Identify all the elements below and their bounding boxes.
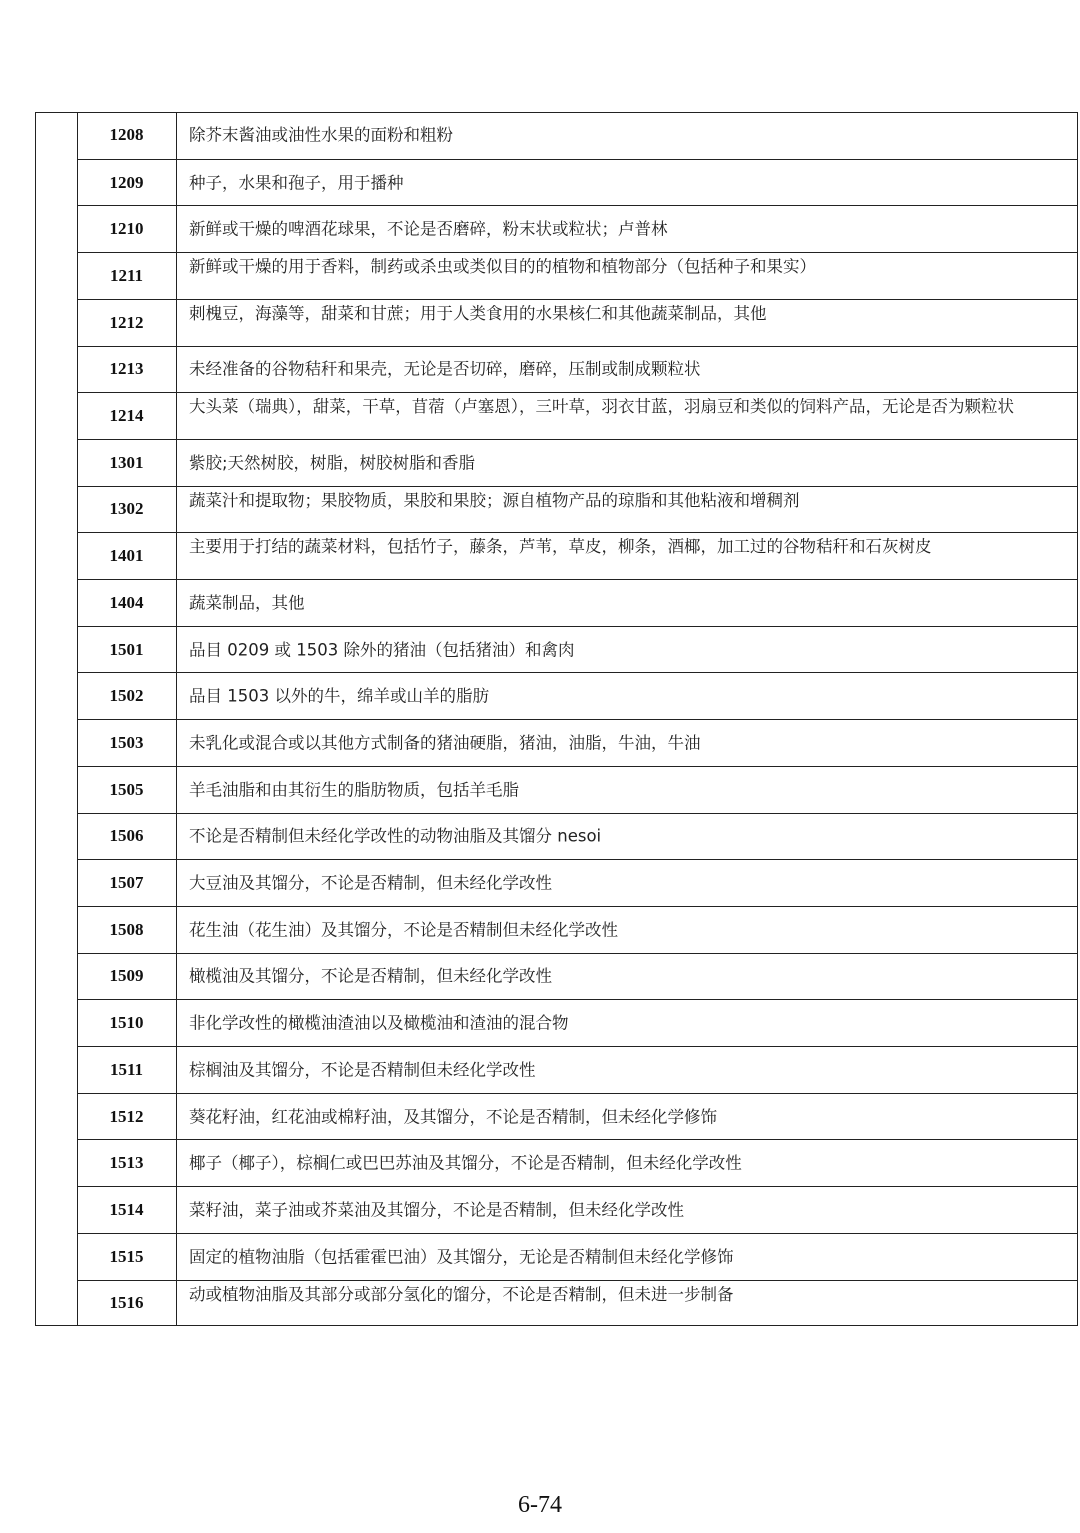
hs-code: 1502 <box>109 686 144 706</box>
hs-code: 1513 <box>109 1153 144 1173</box>
hs-code: 1213 <box>109 359 144 379</box>
table-row <box>77 1280 1078 1327</box>
product-description: 椰子（椰子），棕榈仁或巴巴苏油及其馏分，不论是否精制，但未经化学改性 <box>189 1153 742 1173</box>
hs-code: 1501 <box>109 639 144 659</box>
product-description: 紫胶;天然树胶，树脂，树胶树脂和香脂 <box>189 453 476 473</box>
hs-code: 1208 <box>109 125 144 145</box>
table-row <box>77 159 1078 206</box>
table-row <box>77 906 1078 953</box>
product-description: 动或植物油脂及其部分或部分氢化的馏分，不论是否精制，但未进一步制备 <box>189 1284 734 1304</box>
hs-code: 1511 <box>109 1059 144 1079</box>
product-description: 非化学改性的橄榄油渣油以及橄榄油和渣油的混合物 <box>189 1013 569 1033</box>
table-row <box>77 439 1078 486</box>
hs-code: 1505 <box>109 779 144 799</box>
hs-code: 1214 <box>109 406 144 426</box>
table-row <box>77 1093 1078 1140</box>
hs-code: 1301 <box>109 452 144 472</box>
product-description: 除芥末酱油或油性水果的面粉和粗粉 <box>189 125 453 145</box>
hs-code: 1507 <box>109 873 144 893</box>
table-row <box>77 719 1078 766</box>
product-description: 大豆油及其馏分，不论是否精制，但未经化学改性 <box>189 873 552 893</box>
product-description: 花生油（花生油）及其馏分，不论是否精制但未经化学改性 <box>189 920 618 940</box>
table-row <box>77 252 1078 299</box>
hs-code: 1503 <box>109 732 144 752</box>
table-row <box>77 205 1078 252</box>
table-row <box>77 813 1078 860</box>
product-description: 羊毛油脂和由其衍生的脂肪物质，包括羊毛脂 <box>189 780 519 800</box>
product-description: 蔬菜汁和提取物；果胶物质，果胶和果胶；源自植物产品的琼脂和其他粘液和增稠剂 <box>189 490 800 510</box>
product-description: 刺槐豆，海藻等，甜菜和甘蔗；用于人类食用的水果核仁和其他蔬菜制品，其他 <box>189 303 767 323</box>
hs-code: 1514 <box>109 1199 144 1219</box>
hs-code: 1211 <box>109 265 144 285</box>
hs-code: 1508 <box>109 919 144 939</box>
table-row <box>77 672 1078 719</box>
table-row <box>77 859 1078 906</box>
table-row <box>77 486 1078 533</box>
product-description: 新鲜或干燥的用于香料，制药或杀虫或类似目的的植物和植物部分（包括种子和果实） <box>189 257 816 277</box>
table-row <box>77 299 1078 346</box>
product-description: 未乳化或混合或以其他方式制备的猪油硬脂，猪油，油脂，牛油，牛油 <box>189 733 701 753</box>
table-row <box>77 346 1078 393</box>
page-number: 6-74 <box>518 1492 562 1518</box>
hs-code: 1209 <box>109 172 144 192</box>
table-row <box>77 1139 1078 1186</box>
table-row <box>77 1233 1078 1280</box>
table-row <box>77 1046 1078 1093</box>
hs-code: 1404 <box>109 592 144 612</box>
product-description: 蔬菜制品，其他 <box>189 593 305 613</box>
product-description: 品目 1503 以外的牛，绵羊或山羊的脂肪 <box>189 686 489 706</box>
product-description: 品目 0209 或 1503 除外的猪油（包括猪油）和禽肉 <box>189 640 575 660</box>
table-row <box>77 532 1078 579</box>
product-description: 橄榄油及其馏分，不论是否精制，但未经化学改性 <box>189 966 552 986</box>
hs-code: 1515 <box>109 1246 144 1266</box>
product-description: 棕榈油及其馏分，不论是否精制但未经化学改性 <box>189 1060 536 1080</box>
table-row <box>77 112 1078 159</box>
product-description: 新鲜或干燥的啤酒花球果，不论是否磨碎，粉末状或粒状；卢普林 <box>189 219 668 239</box>
hs-code: 1512 <box>109 1106 144 1126</box>
table-row <box>77 1186 1078 1233</box>
product-description: 主要用于打结的蔬菜材料，包括竹子，藤条，芦苇，草皮，柳条，酒椰，加工过的谷物秸秆和石灰树皮 <box>189 537 932 557</box>
hs-code: 1510 <box>109 1013 144 1033</box>
table-row <box>77 766 1078 813</box>
product-description: 种子，水果和孢子，用于播种 <box>189 173 404 193</box>
hs-code: 1401 <box>109 546 144 566</box>
product-description: 固定的植物油脂（包括霍霍巴油）及其馏分，无论是否精制但未经化学修饰 <box>189 1247 734 1267</box>
hs-code: 1506 <box>109 826 144 846</box>
product-description: 不论是否精制但未经化学改性的动物油脂及其馏分 nesoi <box>189 826 602 846</box>
product-description: 大头菜（瑞典），甜菜，干草，苜蓿（卢塞恩），三叶草，羽衣甘蓝，羽扇豆和类似的饲料产品，无论是否为颗粒状 <box>189 397 1014 417</box>
table-row <box>77 999 1078 1046</box>
hs-code: 1509 <box>109 966 144 986</box>
hs-code: 1302 <box>109 499 144 519</box>
product-description: 菜籽油，菜子油或芥菜油及其馏分，不论是否精制，但未经化学改性 <box>189 1200 684 1220</box>
hs-code: 1210 <box>109 219 144 239</box>
hs-code: 1516 <box>109 1293 144 1313</box>
table-row <box>77 626 1078 673</box>
table-row <box>77 579 1078 626</box>
table-row <box>77 392 1078 439</box>
product-description: 未经准备的谷物秸秆和果壳，无论是否切碎，磨碎，压制或制成颗粒状 <box>189 359 701 379</box>
product-description: 葵花籽油，红花油或棉籽油，及其馏分，不论是否精制，但未经化学修饰 <box>189 1107 717 1127</box>
table-row <box>77 953 1078 1000</box>
hs-code: 1212 <box>109 312 144 332</box>
